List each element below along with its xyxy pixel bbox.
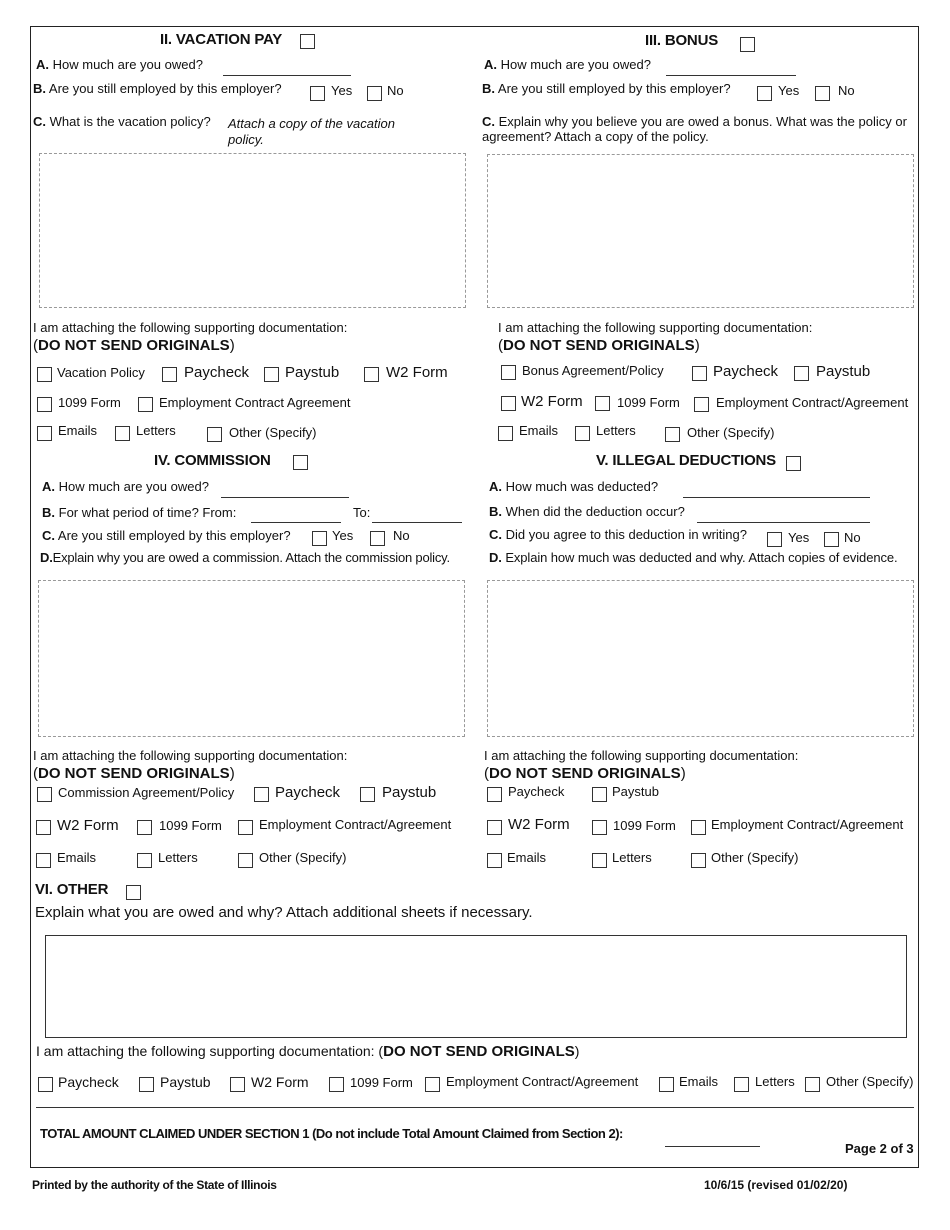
commission-do-not-send: (DO NOT SEND ORIGINALS) — [33, 765, 235, 782]
footer-revision-date: 10/6/15 (revised 01/02/20) — [704, 1178, 848, 1192]
bonus-question-c: C. Explain why you believe you are owed a bonus. What was the policy or agreement? Attach a copy of the policy. — [482, 114, 907, 144]
bonus-opt-paycheck-label: Paycheck — [713, 363, 779, 380]
commission-checkbox[interactable] — [293, 455, 308, 470]
deductions-question-a: A. How much was deducted? — [489, 479, 659, 494]
vacation-opt-emails-checkbox[interactable] — [37, 426, 52, 441]
commission-opt-contract-checkbox[interactable] — [238, 820, 253, 835]
deductions-attach-line: I am attaching the following supporting documentation: — [484, 748, 799, 763]
deductions-opt-paycheck-checkbox[interactable] — [487, 787, 502, 802]
commission-opt-other-label: Other (Specify) — [259, 850, 347, 865]
deductions-opt-paystub-label: Paystub — [612, 784, 659, 799]
vacation-no-label: No — [387, 83, 404, 98]
vacation-opt-other-label: Other (Specify) — [229, 425, 317, 440]
commission-no-label: No — [393, 528, 410, 543]
commission-opt-letters-checkbox[interactable] — [137, 853, 152, 868]
bonus-opt-agreement-label: Bonus Agreement/Policy — [522, 363, 664, 378]
vacation-attach-line: I am attaching the following supporting documentation: — [33, 320, 348, 335]
bonus-opt-1099-label: 1099 Form — [617, 395, 680, 410]
vacation-question-a: A. How much are you owed? — [36, 57, 203, 72]
bonus-no-label: No — [838, 83, 855, 98]
other-checkbox[interactable] — [126, 885, 141, 900]
vacation-do-not-send: (DO NOT SEND ORIGINALS) — [33, 337, 235, 354]
other-opt-1099-label: 1099 Form — [350, 1075, 413, 1090]
other-opt-emails-checkbox[interactable] — [659, 1077, 674, 1092]
other-opt-contract-label: Employment Contract/Agreement — [446, 1074, 639, 1089]
bonus-opt-paystub-checkbox[interactable] — [794, 366, 809, 381]
commission-opt-1099-checkbox[interactable] — [137, 820, 152, 835]
bonus-opt-w2-checkbox[interactable] — [501, 396, 516, 411]
commission-opt-letters-label: Letters — [158, 850, 198, 865]
commission-explanation-textarea[interactable] — [38, 580, 465, 737]
deductions-question-d: D. Explain how much was deducted and why. Attach copies of evidence. — [489, 550, 898, 565]
bonus-opt-contract-checkbox[interactable] — [694, 397, 709, 412]
other-attach-line: I am attaching the following supporting documentation: (DO NOT SEND ORIGINALS) — [36, 1043, 580, 1060]
commission-opt-emails-checkbox[interactable] — [36, 853, 51, 868]
deductions-question-c: C. Did you agree to this deduction in writing? — [489, 527, 747, 542]
bonus-opt-emails-checkbox[interactable] — [498, 426, 513, 441]
vacation-pay-checkbox[interactable] — [300, 34, 315, 49]
commission-opt-emails-label: Emails — [57, 850, 97, 865]
other-opt-paycheck-checkbox[interactable] — [38, 1077, 53, 1092]
vacation-opt-paystub-label: Paystub — [285, 364, 340, 381]
bonus-opt-paystub-label: Paystub — [816, 363, 871, 380]
vacation-policy-textarea[interactable] — [39, 153, 466, 308]
total-amount-line[interactable] — [665, 1146, 760, 1147]
bonus-question-a: A. How much are you owed? — [484, 57, 651, 72]
vacation-opt-paycheck-label: Paycheck — [184, 364, 250, 381]
commission-question-c: C. Are you still employed by this employer? — [42, 528, 291, 543]
other-explain-text: Explain what you are owed and why? Attach additional sheets if necessary. — [35, 904, 533, 921]
bonus-employed-no-checkbox[interactable] — [815, 86, 830, 101]
commission-question-b: B. For what period of time? From: — [42, 505, 237, 520]
other-opt-other-label: Other (Specify) — [826, 1074, 914, 1089]
deductions-title: V. ILLEGAL DEDUCTIONS — [596, 452, 776, 469]
deductions-question-b: B. When did the deduction occur? — [489, 504, 685, 519]
vacation-opt-contract-label: Employment Contract Agreement — [159, 395, 351, 410]
deductions-opt-w2-label: W2 Form — [508, 816, 570, 833]
other-title: VI. OTHER — [35, 881, 109, 898]
commission-amount-line[interactable] — [221, 497, 349, 498]
other-opt-letters-label: Letters — [755, 1074, 795, 1089]
other-opt-w2-label: W2 Form — [251, 1074, 309, 1090]
deductions-agreed-yes-checkbox[interactable] — [767, 532, 782, 547]
deductions-explanation-textarea[interactable] — [487, 580, 914, 737]
bonus-opt-other-label: Other (Specify) — [687, 425, 775, 440]
commission-opt-w2-checkbox[interactable] — [36, 820, 51, 835]
commission-opt-w2-label: W2 Form — [57, 817, 119, 834]
deductions-opt-other-checkbox[interactable] — [691, 853, 706, 868]
bonus-yes-label: Yes — [778, 83, 800, 98]
other-opt-paycheck-label: Paycheck — [58, 1074, 119, 1090]
footer-printed-by: Printed by the authority of the State of Illinois — [32, 1178, 277, 1192]
bonus-opt-w2-label: W2 Form — [521, 393, 583, 410]
bonus-opt-emails-label: Emails — [519, 423, 559, 438]
vacation-employed-no-checkbox[interactable] — [367, 86, 382, 101]
deductions-amount-line[interactable] — [683, 497, 870, 498]
bonus-amount-line[interactable] — [666, 75, 796, 76]
page-number: Page 2 of 3 — [845, 1141, 914, 1156]
commission-from-line[interactable] — [251, 522, 341, 523]
deductions-opt-paycheck-label: Paycheck — [508, 784, 565, 799]
vacation-opt-1099-label: 1099 Form — [58, 395, 121, 410]
commission-opt-paystub-checkbox[interactable] — [360, 787, 375, 802]
bonus-opt-agreement-checkbox[interactable] — [501, 365, 516, 380]
bonus-opt-letters-label: Letters — [596, 423, 636, 438]
vacation-amount-line[interactable] — [223, 75, 351, 76]
deductions-opt-1099-label: 1099 Form — [613, 818, 676, 833]
commission-question-d: D.Explain why you are owed a commission. Attach the commission policy. — [40, 550, 450, 565]
commission-opt-paycheck-checkbox[interactable] — [254, 787, 269, 802]
commission-to-label: To: — [353, 505, 371, 520]
deductions-opt-other-label: Other (Specify) — [711, 850, 799, 865]
commission-employed-yes-checkbox[interactable] — [312, 531, 327, 546]
vacation-question-c: C. What is the vacation policy? — [33, 114, 211, 129]
bonus-opt-contract-label: Employment Contract/Agreement — [716, 395, 909, 410]
other-opt-other-checkbox[interactable] — [805, 1077, 820, 1092]
bonus-checkbox[interactable] — [740, 37, 755, 52]
commission-yes-label: Yes — [332, 528, 354, 543]
deductions-opt-emails-label: Emails — [507, 850, 547, 865]
commission-to-line[interactable] — [372, 522, 462, 523]
deductions-opt-paystub-checkbox[interactable] — [592, 787, 607, 802]
deductions-do-not-send: (DO NOT SEND ORIGINALS) — [484, 765, 686, 782]
commission-question-a: A. How much are you owed? — [42, 479, 209, 494]
commission-attach-line: I am attaching the following supporting documentation: — [33, 748, 348, 763]
vacation-opt-1099-checkbox[interactable] — [37, 397, 52, 412]
deductions-opt-1099-checkbox[interactable] — [592, 820, 607, 835]
commission-employed-no-checkbox[interactable] — [370, 531, 385, 546]
total-divider — [36, 1107, 914, 1108]
vacation-opt-paycheck-checkbox[interactable] — [162, 367, 177, 382]
bonus-opt-paycheck-checkbox[interactable] — [692, 366, 707, 381]
vacation-opt-paystub-checkbox[interactable] — [264, 367, 279, 382]
vacation-opt-w2-label: W2 Form — [386, 364, 448, 381]
bonus-do-not-send: (DO NOT SEND ORIGINALS) — [498, 337, 700, 354]
deductions-no-label: No — [844, 530, 861, 545]
other-opt-contract-checkbox[interactable] — [425, 1077, 440, 1092]
vacation-question-b: B. Are you still employed by this employer? — [33, 81, 282, 96]
commission-opt-contract-label: Employment Contract/Agreement — [259, 817, 452, 832]
vacation-opt-letters-label: Letters — [136, 423, 176, 438]
total-amount-label: TOTAL AMOUNT CLAIMED UNDER SECTION 1 (Do not include Total Amount Claimed from Section 2): — [40, 1126, 623, 1141]
commission-opt-other-checkbox[interactable] — [238, 853, 253, 868]
other-opt-paystub-checkbox[interactable] — [139, 1077, 154, 1092]
commission-opt-paystub-label: Paystub — [382, 784, 437, 801]
vacation-opt-vacation-policy-label: Vacation Policy — [57, 365, 145, 380]
vacation-opt-letters-checkbox[interactable] — [115, 426, 130, 441]
bonus-opt-other-checkbox[interactable] — [665, 427, 680, 442]
other-opt-letters-checkbox[interactable] — [734, 1077, 749, 1092]
vacation-yes-label: Yes — [331, 83, 353, 98]
vacation-employed-yes-checkbox[interactable] — [310, 86, 325, 101]
deductions-opt-emails-checkbox[interactable] — [487, 853, 502, 868]
bonus-question-b: B. Are you still employed by this employer? — [482, 81, 731, 96]
deductions-opt-letters-label: Letters — [612, 850, 652, 865]
deductions-opt-contract-checkbox[interactable] — [691, 820, 706, 835]
deductions-checkbox[interactable] — [786, 456, 801, 471]
bonus-title: III. BONUS — [645, 32, 719, 49]
vacation-policy-note: Attach a copy of the vacation policy. — [228, 116, 395, 147]
bonus-explanation-textarea[interactable] — [487, 154, 914, 308]
other-opt-1099-checkbox[interactable] — [329, 1077, 344, 1092]
vacation-opt-vacation-policy-checkbox[interactable] — [37, 367, 52, 382]
bonus-opt-1099-checkbox[interactable] — [595, 396, 610, 411]
vacation-opt-contract-checkbox[interactable] — [138, 397, 153, 412]
bonus-employed-yes-checkbox[interactable] — [757, 86, 772, 101]
other-opt-paystub-label: Paystub — [160, 1074, 211, 1090]
deductions-yes-label: Yes — [788, 530, 810, 545]
deductions-date-line[interactable] — [697, 522, 870, 523]
commission-opt-agreement-checkbox[interactable] — [37, 787, 52, 802]
deductions-opt-contract-label: Employment Contract/Agreement — [711, 817, 904, 832]
bonus-attach-line: I am attaching the following supporting documentation: — [498, 320, 813, 335]
deductions-opt-letters-checkbox[interactable] — [592, 853, 607, 868]
commission-opt-agreement-label: Commission Agreement/Policy — [58, 785, 235, 800]
deductions-agreed-no-checkbox[interactable] — [824, 532, 839, 547]
vacation-opt-other-checkbox[interactable] — [207, 427, 222, 442]
other-explanation-textarea[interactable] — [45, 935, 907, 1038]
bonus-opt-letters-checkbox[interactable] — [575, 426, 590, 441]
other-opt-emails-label: Emails — [679, 1074, 719, 1089]
deductions-opt-w2-checkbox[interactable] — [487, 820, 502, 835]
commission-opt-1099-label: 1099 Form — [159, 818, 222, 833]
commission-title: IV. COMMISSION — [154, 452, 271, 469]
vacation-opt-emails-label: Emails — [58, 423, 98, 438]
vacation-opt-w2-checkbox[interactable] — [364, 367, 379, 382]
other-opt-w2-checkbox[interactable] — [230, 1077, 245, 1092]
commission-opt-paycheck-label: Paycheck — [275, 784, 341, 801]
vacation-pay-title: II. VACATION PAY — [160, 31, 283, 48]
